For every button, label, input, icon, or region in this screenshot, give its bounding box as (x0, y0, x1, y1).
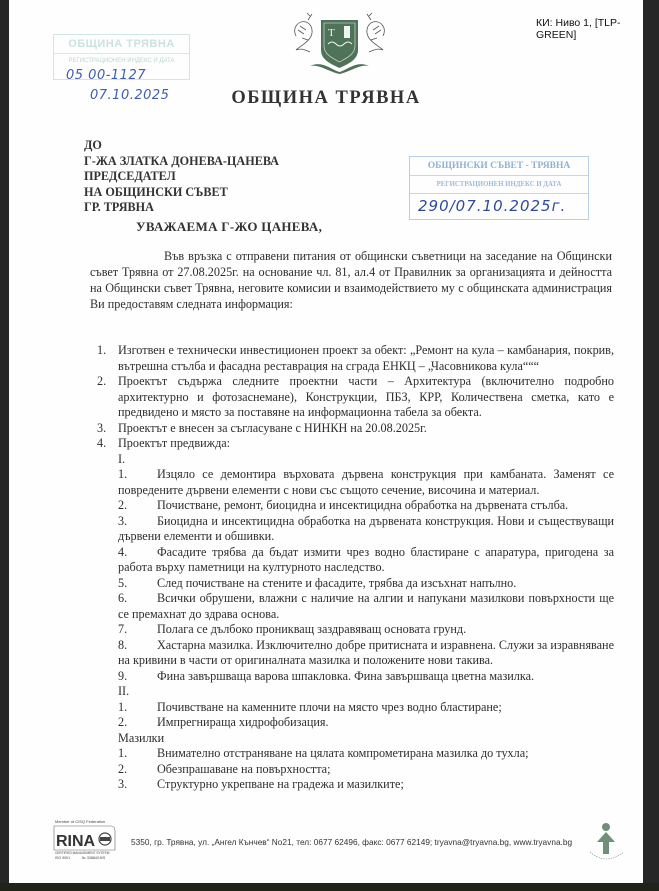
sub-text: Структурно укрепване на градежа и мазилките; (157, 777, 404, 791)
sub-number: 6. (118, 591, 128, 605)
addressee-line: ДО (84, 138, 102, 152)
item-text: Проектът предвижда: (118, 436, 231, 450)
list-item (97, 374, 614, 421)
document-page (9, 0, 643, 883)
sub-text: Всички обрушени, влажни с наличие на алгии и напукани мазилкови повърхности ще се премахнат до здрава основа. (118, 591, 614, 621)
sub-text: Хастарна мазилка. Изключително добре притисната и изравнена. Служи за изравняване на кривини в части от оригиналната мазилка и положените нови такива. (118, 637, 614, 667)
section-heading: II. (118, 684, 130, 698)
section-2 (97, 684, 614, 731)
cert-member: Member of CISQ Federation (55, 819, 106, 824)
sub-text: Почистване, ремонт, биоцидна и инсектицидна обработка на дървената стълба. (157, 498, 569, 512)
cert-logo: RINA (56, 833, 96, 850)
sub-item (118, 746, 614, 762)
item-text: Проектът съдържа следните проектни части – Архитектура (включително подробно архитектурно и фотозаснемане), Конструкции, ПБЗ, КРР, Количествена сметка, като е предвидено и място за поставяне на информационна табела за обекта. (118, 374, 614, 419)
sub-text: Изцяло се демонтира върховата дървена конструкция при камбаната. Заменят се повредените дървени елементи с нови със същото сечение, височина и материал. (118, 467, 614, 497)
viewer-bottom-bar (0, 883, 659, 891)
cert-system: CERTIFIED MANAGEMENT SYSTEM (55, 851, 110, 855)
cert-number: № 33884/15/S (82, 856, 106, 860)
item-text: Изготвен е технически инвестиционен проект за обект: „Ремонт на кула – камбанария, покрив, вътрешна стълба и фасадна реставрация на сграда ЕНКЦ – „Часовникова кула“““ (118, 343, 614, 373)
salutation: УВАЖАЕМА Г-ЖО ЦАНЕВА, (136, 219, 323, 234)
sub-item (118, 498, 614, 514)
stamp-subtitle: РЕГИСТРАЦИОНЕН ИНДЕКС И ДАТА (68, 58, 175, 64)
intro-text: Във връзка с отправени питания от общински съветници на заседание на Общински съвет Трявна от 27.08.2025г. на основание чл. 81, ал.4 от Правилник за организацията и дейността на Общински съвет Трявна, неговите комисии и взаимодействието му с общинската администрация Ви предоставям следната информация: (90, 249, 612, 311)
sub-text: Фина завършваща варова шпакловка. Фина завършваща цветна мазилка. (157, 668, 535, 683)
item-number: 4. (97, 436, 107, 450)
municipal-coat-of-arms-icon (288, 6, 391, 74)
sub-item (118, 715, 614, 731)
item-number: 3. (97, 420, 107, 435)
addressee-line: ПРЕДСЕДАТЕЛ (84, 169, 176, 183)
sub-text: Обезпрашаване на повърхността; (157, 761, 331, 776)
intro-paragraph (90, 248, 612, 312)
handwritten-registration: 290/07.10.2025г. (418, 197, 567, 215)
sub-number: 8. (118, 637, 128, 652)
sub-item (118, 700, 614, 716)
sub-number: 1. (118, 699, 128, 714)
stamp-subtitle: РЕГИСТРАЦИОНЕН ИНДЕКС И ДАТА (410, 176, 588, 194)
cert-iso: ISO 9001 (55, 856, 71, 860)
handwritten-index: 05 00-1127 (66, 68, 146, 83)
sub-item (118, 638, 614, 669)
sub-number: 3. (118, 777, 128, 791)
section-1 (97, 452, 614, 685)
sub-number: 2. (118, 715, 128, 729)
sub-number: 3. (118, 513, 128, 528)
sub-number: 9. (118, 668, 128, 683)
sub-number: 5. (118, 575, 128, 590)
addressee-line: НА ОБЩИНСКИ СЪВЕТ (84, 184, 228, 199)
item-number: 1. (97, 343, 107, 357)
section-heading: I. (118, 451, 126, 466)
sub-item (118, 467, 614, 498)
sub-number: 4. (118, 544, 128, 559)
sub-text: Биоцидна и инсектицидна обработка на дървената конструкция. Нови и съществуващи дървени елементи и обшивки. (118, 513, 614, 543)
item-number: 2. (97, 374, 107, 388)
sub-text: Внимателно отстраняване на цялата компрометирана мазилка до тухла; (157, 746, 529, 760)
sub-item (118, 622, 614, 638)
sub-number: 1. (118, 746, 128, 760)
handwritten-date: 07.10.2025 (90, 88, 170, 103)
sub-text: Полага се дълбоко проникващ заздравяващ основата грунд. (157, 622, 467, 636)
sub-number: 7. (118, 622, 128, 636)
sub-number: 2. (118, 761, 128, 776)
council-registration-stamp (409, 156, 589, 220)
main-list (97, 343, 614, 793)
sub-item (118, 514, 614, 545)
addressee-line: ГР. ТРЯВНА (84, 200, 154, 214)
stamp-title: ОБЩИНСКИ СЪВЕТ - ТРЯВНА (410, 157, 588, 176)
sub-item (118, 762, 614, 778)
section-plaster (97, 731, 614, 793)
addressee-block (84, 138, 279, 216)
organization-title: ОБЩИНА ТРЯВНА (231, 88, 421, 108)
list-item (97, 343, 614, 374)
addressee-name: Г-ЖА ЗЛАТКА ДОНЕВА-ЦАНЕВА (84, 153, 279, 168)
sub-text: Почивстване на каменните плочи на място чрез водно бластиране; (157, 699, 502, 714)
rina-iso-icon (37, 817, 117, 862)
sub-text: След почистване на стените и фасадите, трябва да изсъхнат напълно. (157, 575, 517, 590)
list-item (97, 421, 614, 437)
sub-item (118, 777, 614, 793)
item-text: Проектът е внесен за съгласуване с НИНКН на 20.08.2025г. (118, 420, 427, 435)
rina-certification-logo (37, 817, 117, 862)
tryavna-tree-logo-icon (587, 818, 629, 868)
sub-number: 1. (118, 467, 128, 481)
list-item (97, 436, 614, 452)
sub-number: 2. (118, 498, 128, 512)
classification-label: КИ: Ниво 1, [TLP-GREEN] (536, 17, 621, 41)
svg-text:T: T (328, 27, 335, 39)
stamp-title: ОБЩИНА ТРЯВНА (54, 35, 189, 54)
sub-item (118, 576, 614, 592)
sub-item (118, 669, 614, 685)
sub-text: Фасадите трябва да бъдат измити чрез водно бластиране с апаратура, пригодена за работа върху паметници на културното наследство. (118, 544, 614, 574)
sub-item (118, 545, 614, 576)
sub-item (118, 591, 614, 622)
section-heading: Мазилки (118, 730, 165, 745)
footer-contact-info: 5350, гр. Трявна, ул. „Ангел Кънчев“ No21, тел: 0677 62496, факс: 0677 62149; tryavna@tryavna.bg, www.tryavna.bg (131, 837, 573, 847)
sub-text: Импрегнираща хидрофобизация. (157, 715, 329, 729)
